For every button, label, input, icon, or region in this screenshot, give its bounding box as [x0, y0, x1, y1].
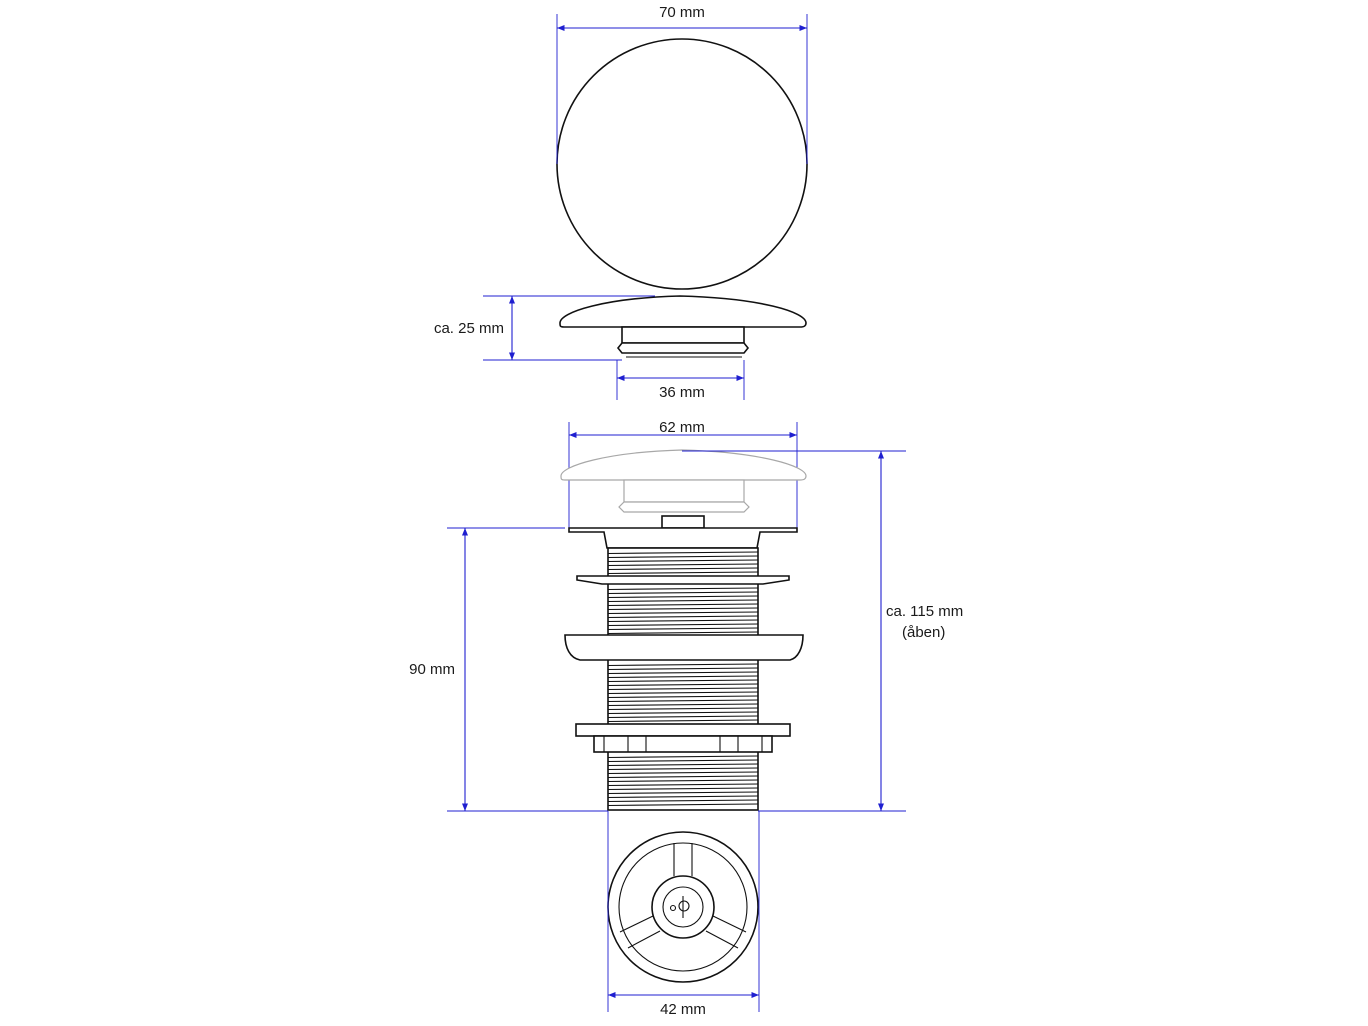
cap-open-ghost: [561, 450, 806, 528]
body-length-label: 90 mm: [409, 661, 455, 678]
stem-diameter-dimension: [617, 360, 744, 401]
base-diameter-label: 42 mm: [660, 1001, 706, 1018]
total-height-note: (åben): [902, 624, 946, 641]
cap-side-view: [560, 296, 806, 357]
cap-height-label: ca. 25 mm: [433, 320, 504, 337]
stem-diameter-label: 36 mm: [659, 384, 705, 401]
body-length-dimension: [409, 528, 608, 811]
drain-body: [565, 528, 803, 810]
cap-top-view: [557, 39, 807, 289]
drain-bottom-view: [608, 832, 758, 982]
cap-diameter-label: 70 mm: [659, 4, 705, 21]
flange-diameter-label: 62 mm: [659, 419, 705, 436]
total-height-label: ca. 115 mm: [886, 603, 964, 620]
